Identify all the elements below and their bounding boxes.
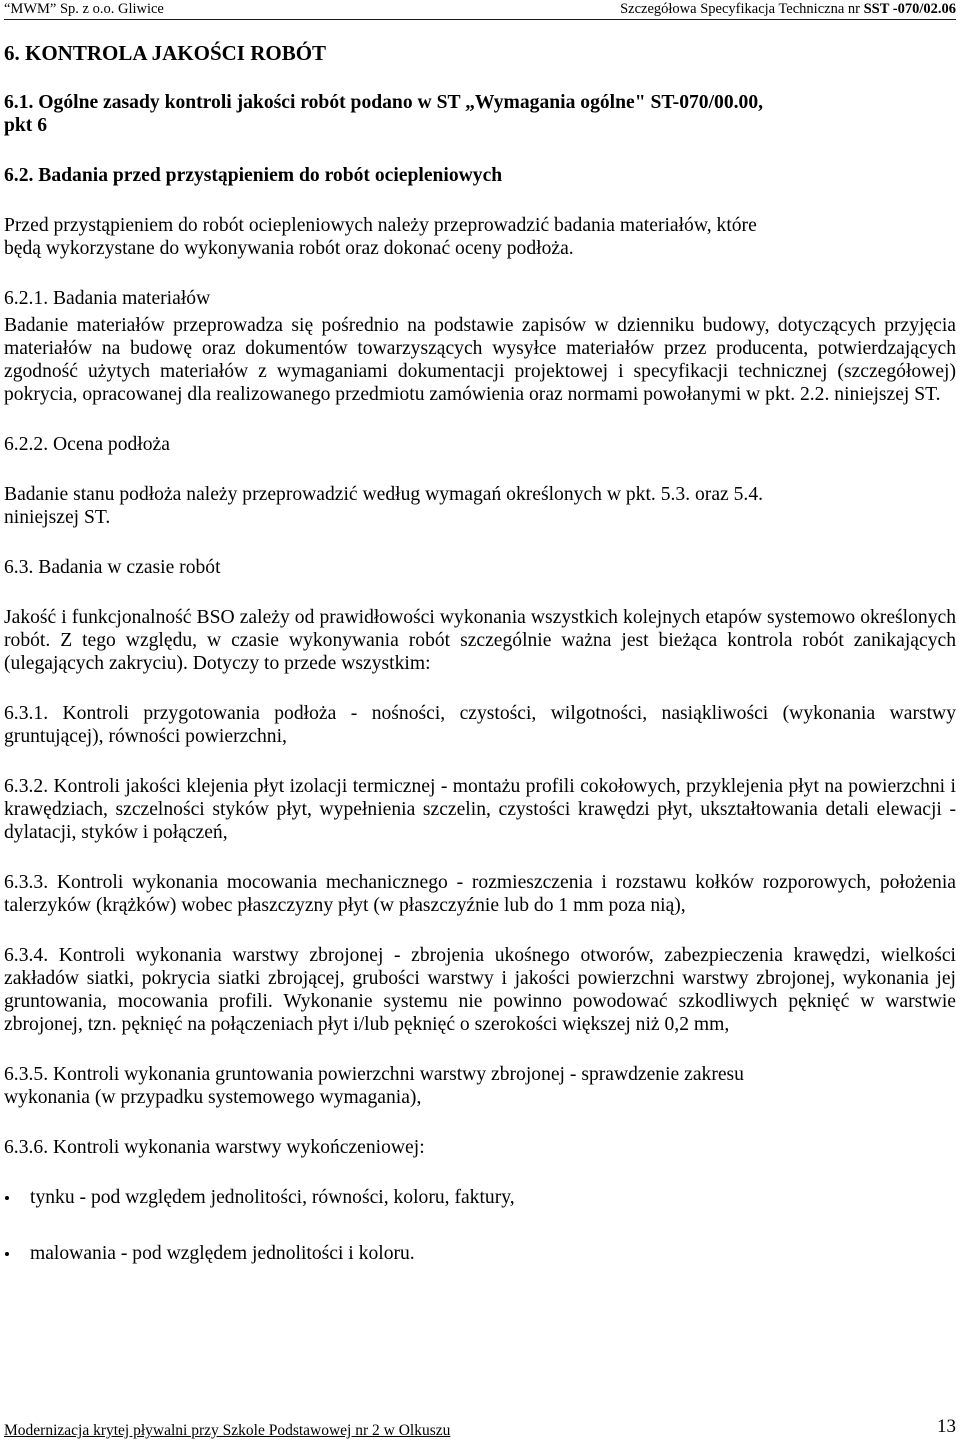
section-6-3-2: 6.3.2. Kontroli jakości klejenia płyt izolacji termicznej - montażu profili cokołowych, przyklejenia płyt na powierzchni i krawędziach, szczelności styków płyt, wypełnienia szczelin, czystości krawędzi płyt, ukształtowania detali elewacji - dylatacji, styków i połączeń, (4, 776, 956, 843)
section-6-2-2-line1: Badanie stanu podłoża należy przeprowadzić według wymagań określonych w pkt. 5.3. oraz 5.4. (4, 484, 764, 505)
header-company: “MWM” Sp. z o.o. Gliwice (4, 1, 164, 17)
page-number: 13 (937, 1416, 956, 1437)
list-item-text: tynku - pod względem jednolitości, równości, koloru, faktury, (30, 1187, 515, 1208)
list-item (4, 1242, 956, 1265)
bullet-list (4, 1186, 956, 1265)
section-6-1-line2: pkt 6 (4, 115, 48, 136)
section-6-3-3: 6.3.3. Kontroli wykonania mocowania mechanicznego - rozmieszczenia i rozstawu kołków rozporowych, położenia talerzyków (krążków) wobec płaszczyzny płyt (w płaszczyźnie lub do 1 mm poza nią), (4, 872, 956, 916)
section-6-2-2-line2: niniejszej ST. (4, 507, 111, 528)
section-6-2-2-heading: 6.2.2. Ocena podłoża (4, 434, 170, 455)
header-spec (620, 0, 956, 18)
header-spec-code: SST -070/02.06 (863, 1, 956, 17)
section-6-2-1-body: Badanie materiałów przeprowadza się pośrednio na podstawie zapisów w dzienniku budowy, dotyczących przyjęcia materiałów na budowę oraz dokumentów towarzyszących wysyłce materiałów przez producenta, potwierdzających zgodność użytych materiałów z wymaganiami dokumentacji projektowej i specyfikacji technicznej (szczegółowej) pokrycia, opracowanej dla realizowanego przedmiotu zamówienia oraz normami powołanymi w pkt. 2.2. niniejszej ST. (4, 315, 956, 405)
list-item (4, 1186, 956, 1209)
section-6-1-line1: 6.1. Ogólne zasady kontroli jakości robót podano w ST „Wymagania ogólne" ST-070/00.00, (4, 92, 764, 113)
section-6-2-line2: będą wykorzystane do wykonywania robót oraz dokonać oceny podłoża. (4, 238, 574, 259)
section-6-3-body: Jakość i funkcjonalność BSO zależy od prawidłowości wykonania wszystkich kolejnych etapów systemowo określonych robót. Z tego względu, w czasie wykonywania robót szczególnie ważna jest bieżąca kontrola robót zanikających (ulegających zakryciu). Dotyczy to przede wszystkim: (4, 607, 956, 674)
document-body (4, 42, 956, 1265)
section-6-3-1: 6.3.1. Kontroli przygotowania podłoża - nośności, czystości, wilgotności, nasiąkliwości (wykonania warstwy gruntującej), równości powierzchni, (4, 703, 956, 747)
section-6-3-5-line1: 6.3.5. Kontroli wykonania gruntowania powierzchni warstwy zbrojonej - sprawdzenie zakresu (4, 1064, 744, 1085)
page-footer (4, 1416, 956, 1442)
header-spec-prefix: Szczegółowa Specyfikacja Techniczna nr (620, 1, 864, 17)
bullet-icon (5, 1252, 9, 1256)
header-divider (4, 19, 956, 20)
section-6-2-line1: Przed przystąpieniem do robót ociepleniowych należy przeprowadzić badania materiałów, które (4, 215, 757, 236)
section-6-2-1-heading: 6.2.1. Badania materiałów (4, 288, 211, 309)
bullet-icon (5, 1196, 9, 1200)
list-item-text: malowania - pod względem jednolitości i koloru. (30, 1243, 415, 1264)
section-6-3-5-line2: wykonania (w przypadku systemowego wymagania), (4, 1087, 422, 1108)
footer-project: Modernizacja krytej pływalni przy Szkole Podstawowej nr 2 w Olkuszu (4, 1422, 451, 1439)
section-6-3-6: 6.3.6. Kontroli wykonania warstwy wykończeniowej: (4, 1137, 425, 1158)
section-6-3-heading: 6.3. Badania w czasie robót (4, 557, 221, 578)
section-title: 6. KONTROLA JAKOŚCI ROBÓT (4, 41, 327, 65)
section-6-3-4: 6.3.4. Kontroli wykonania warstwy zbrojonej - zbrojenia ukośnego otworów, zabezpieczenia krawędzi, wielkości zakładów siatki, pokrycia siatki zbrojącej, grubości warstwy i jakości powierzchni warstwy zbrojonej, wykonania jej gruntowania, mocowania profili. Wykonanie systemu nie powinno powodować szkodliwych pęknięć w warstwie zbrojonej, tzn. pęknięć na połączeniach płyt i/lub pęknięć o szerokości większej niż 0,2 mm, (4, 945, 956, 1035)
section-6-2-heading: 6.2. Badania przed przystąpieniem do robót ociepleniowych (4, 165, 503, 186)
